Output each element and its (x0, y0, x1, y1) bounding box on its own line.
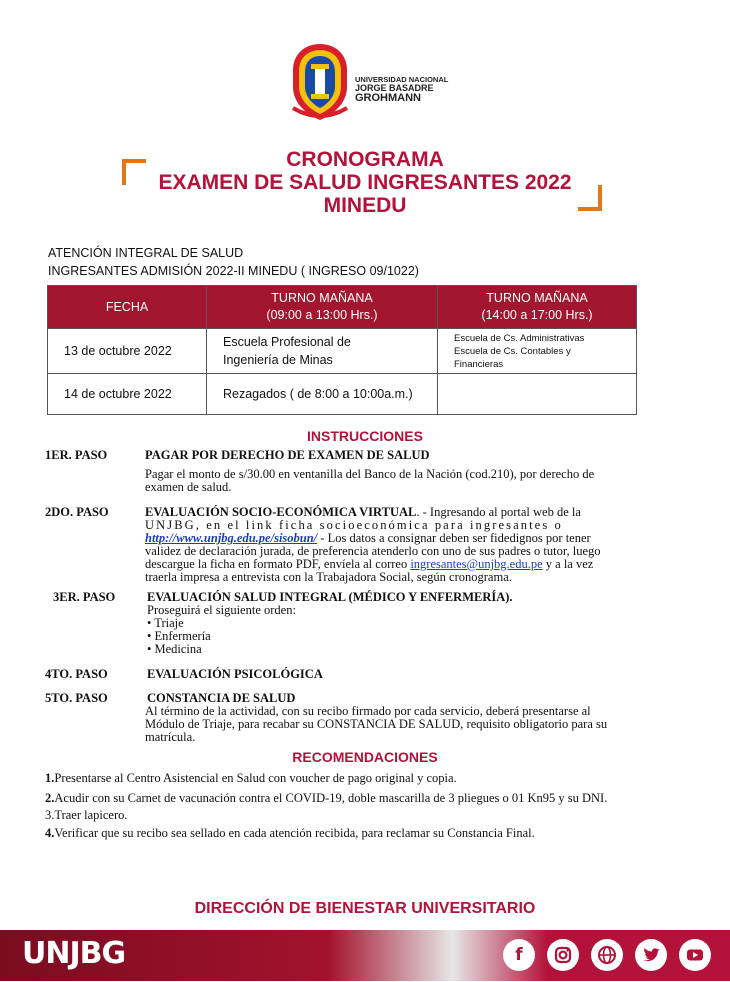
row1-morning-line1: Escuela Profesional de (223, 335, 351, 349)
sisobun-link[interactable]: http://www.unjbg.edu.pe/sisobun/ (145, 531, 318, 545)
email-link[interactable]: ingresantes@unjbg.edu.pe (410, 557, 543, 571)
list-item (45, 771, 457, 786)
step2-title: EVALUACIÓN SOCIO-ECONÓMICA VIRTUAL (145, 505, 417, 519)
rec3-num: 3. (45, 808, 55, 822)
rec3-text: Traer lapicero. (54, 808, 128, 822)
step5-body (145, 692, 607, 744)
step1-body-line1: Pagar el monto de s/30.00 en ventanilla del Banco de la Nación (cod.210), por derecho de (145, 467, 595, 481)
table-row (48, 374, 637, 415)
step3-body (147, 591, 513, 656)
step1-body (145, 468, 665, 494)
step3-item-enfermeria: • Enfermería (147, 629, 211, 643)
row1-morning (207, 329, 438, 374)
step2-line6: traerla impresa a entrevista con la Trabajadora Social, según cronograma. (145, 570, 512, 584)
twitter-icon[interactable] (635, 939, 667, 971)
step5-title: CONSTANCIA DE SALUD (147, 691, 296, 705)
title-line-1: CRONOGRAMA (286, 148, 444, 171)
footer-brand: UNJBG (22, 936, 126, 971)
step5-label: 5TO. PASO (45, 691, 108, 705)
header-turno-1-hours: (09:00 a 13:00 Hrs.) (266, 308, 378, 322)
step3-item-medicina: • Medicina (147, 642, 202, 656)
university-name-line1: UNIVERSIDAD NACIONAL (355, 75, 449, 84)
header-fecha-text: FECHA (105, 299, 149, 314)
step2-line5-a: descargue la ficha en formato PDF, envíela al correo (145, 557, 411, 571)
step2-label: 2DO. PASO (45, 505, 109, 519)
header-fecha (48, 286, 207, 329)
subheading-line-2: INGRESANTES ADMISIÓN 2022-II MINEDU ( INGRESO 09/1022) (48, 264, 419, 278)
step3-title: EVALUACIÓN SALUD INTEGRAL (MÉDICO Y ENFERMERÍA). (147, 590, 513, 604)
step5-body-line1: Al término de la actividad, con su recibo firmado por cada servicio, deberá presentarse al (145, 704, 591, 718)
rec4-text: Verificar que su recibo sea sellado en cada atención recibida, para reclamar su Constancia Final. (54, 826, 535, 840)
rec1-num: 1. (45, 771, 55, 785)
row1-morning-line2: Ingeniería de Minas (223, 353, 333, 367)
schedule-header-row (48, 286, 637, 329)
step2-body (145, 506, 665, 584)
subheading-line-1: ATENCIÓN INTEGRAL DE SALUD (48, 246, 244, 260)
instructions-title: INSTRUCCIONES (307, 428, 423, 444)
step4-label: 4TO. PASO (45, 667, 108, 681)
youtube-icon[interactable] (679, 939, 711, 971)
row2-afternoon (438, 374, 637, 415)
step3-item-triaje: • Triaje (147, 616, 184, 630)
row1-afternoon-line2: Escuela de Cs. Contables y (454, 345, 571, 357)
list-item (45, 808, 128, 823)
web-globe-icon[interactable] (591, 939, 623, 971)
step3-label: 3ER. PASO (53, 590, 116, 604)
step1-title: PAGAR POR DERECHO DE EXAMEN DE SALUD (145, 448, 430, 462)
title-line-3: MINEDU (323, 194, 407, 217)
row2-date: 14 de octubre 2022 (48, 374, 207, 415)
schedule-table (47, 285, 637, 415)
row1-afternoon-line3: Financieras (454, 358, 504, 370)
step5-body-line2: Módulo de Triaje, para recabar su CONSTANCIA DE SALUD, requisito obligatorio para su (145, 717, 608, 731)
recommendations-title: RECOMENDACIONES (292, 749, 438, 765)
step2-line4: validez de declaración jurada, de preferencia atenderlo con uno de sus padres o tutor, luego (145, 544, 601, 558)
facebook-icon[interactable]: f (503, 939, 535, 971)
row1-afternoon-line1: Escuela de Cs. Administrativas (454, 332, 585, 344)
step1-body-line2: examen de salud. (145, 480, 232, 494)
step2-line2: UNJBG, en el link ficha socioeconómica para ingresantes o (145, 518, 563, 532)
row1-date: 13 de octubre 2022 (48, 329, 207, 374)
step2-line3-rest: - Los datos a consignar deben ser fidedignos por tener (317, 531, 591, 545)
step2-line1-rest: . - Ingresando al portal web de la (416, 505, 581, 519)
step1-label: 1ER. PASO (45, 448, 108, 462)
rec1-text: Presentarse al Centro Asistencial en Salud con voucher de pago original y copia. (54, 771, 457, 785)
step4-title: EVALUACIÓN PSICOLÓGICA (147, 667, 323, 681)
rec4-num: 4. (45, 826, 55, 840)
university-seal-icon (285, 42, 355, 122)
step2-line5-b: y a la vez (542, 557, 594, 571)
header-turno-2 (438, 286, 637, 329)
rec2-num: 2. (45, 791, 55, 805)
row1-afternoon (438, 329, 637, 374)
instagram-icon[interactable] (547, 939, 579, 971)
header-turno-1 (207, 286, 438, 329)
table-row (48, 329, 637, 374)
row2-morning: Rezagados ( de 8:00 a 10:00a.m.) (207, 374, 438, 415)
university-name-line2: JORGE BASADRE (355, 82, 434, 93)
university-name (355, 76, 448, 105)
footer-direction-title: DIRECCIÓN DE BIENESTAR UNIVERSITARIO (194, 900, 536, 917)
header-turno-2-title: TURNO MAÑANA (486, 291, 588, 306)
title-line-2: EXAMEN DE SALUD INGRESANTES 2022 (158, 171, 572, 194)
step3-intro: Proseguirá el siguiente orden: (147, 603, 296, 617)
rec2-text: Acudir con su Carnet de vacunación contra el COVID-19, doble mascarilla de 3 pliegues o 01 Kn95 y su DNI. (54, 791, 608, 805)
header-turno-2-hours: (14:00 a 17:00 Hrs.) (481, 308, 593, 322)
university-name-line3: GROHMANN (355, 92, 421, 105)
list-item (45, 826, 535, 841)
list-item (45, 791, 607, 806)
step5-body-line3: matrícula. (145, 730, 196, 744)
header-turno-1-title: TURNO MAÑANA (271, 291, 373, 306)
